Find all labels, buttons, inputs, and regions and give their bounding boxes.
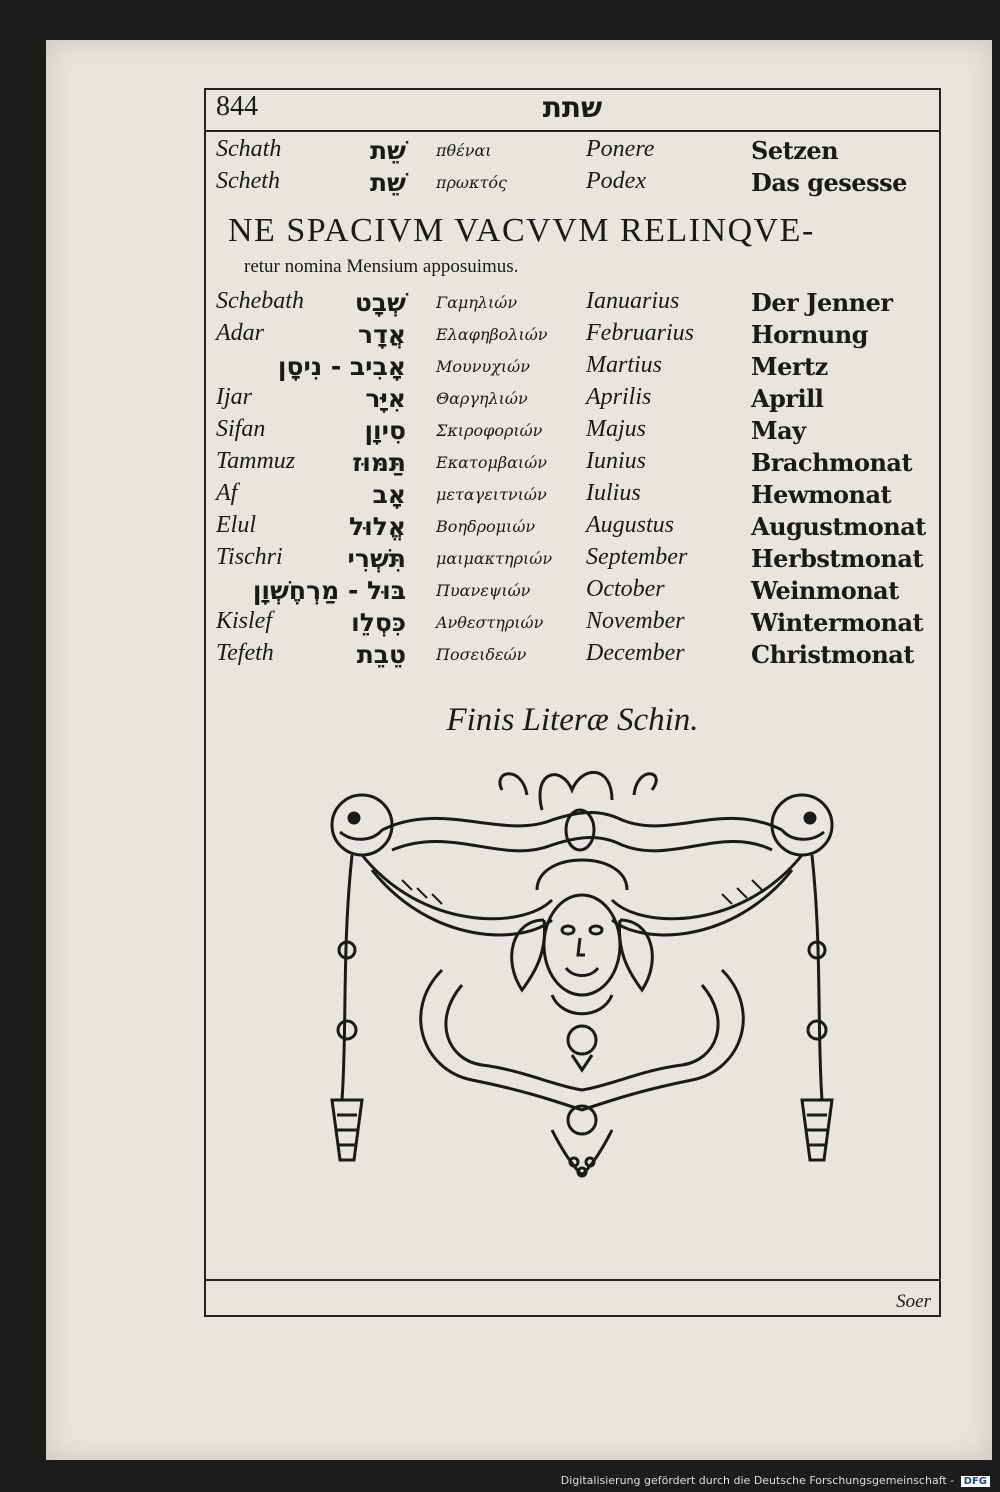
text-frame bbox=[204, 88, 941, 1317]
month-latin: Augustus bbox=[586, 512, 675, 538]
month-greek: Ελαφηβολιών bbox=[436, 325, 548, 344]
month-hebrew: סִיוָן bbox=[364, 416, 406, 445]
month-transliteration: Af bbox=[216, 480, 238, 506]
month-german: Der Jenner bbox=[751, 288, 893, 317]
month-latin: Februarius bbox=[586, 320, 694, 346]
month-greek: Βοηδρομιών bbox=[436, 517, 536, 536]
running-head: שתת bbox=[542, 91, 603, 124]
month-hebrew: תִּשְׁרִי bbox=[347, 544, 406, 573]
month-german: Augustmonat bbox=[751, 512, 926, 541]
month-german: Christmonat bbox=[751, 640, 914, 669]
grotesque-mask-woodcut-ornament-icon bbox=[322, 770, 842, 1190]
month-greek: Ποσειδεών bbox=[436, 645, 527, 664]
month-greek: Θαργηλιών bbox=[436, 389, 528, 408]
month-hebrew: שְׁבָט bbox=[354, 288, 406, 317]
month-german: Brachmonat bbox=[751, 448, 913, 477]
month-hebrew: כִּסְלֵו bbox=[351, 608, 406, 637]
month-row bbox=[206, 640, 939, 672]
month-row bbox=[206, 512, 939, 544]
header-rule bbox=[206, 130, 939, 132]
catchword: Soer bbox=[896, 1291, 931, 1312]
month-row bbox=[206, 320, 939, 352]
month-german: Mertz bbox=[751, 352, 828, 381]
month-row bbox=[206, 608, 939, 640]
month-row bbox=[206, 288, 939, 320]
month-latin: Majus bbox=[586, 416, 646, 442]
month-latin: Martius bbox=[586, 352, 663, 378]
page-number: 844 bbox=[216, 91, 258, 122]
month-greek: Ανθεστηριών bbox=[436, 613, 544, 632]
month-row bbox=[206, 416, 939, 448]
entry-transliteration: Scheth bbox=[216, 168, 280, 194]
month-hebrew: בּוּל - מַרְחֶשְׁוָן bbox=[252, 576, 406, 605]
month-transliteration: Adar bbox=[216, 320, 264, 346]
month-latin: Aprilis bbox=[586, 384, 652, 410]
entry-greek: πρωκτός bbox=[436, 173, 507, 192]
month-german: Wintermonat bbox=[751, 608, 924, 637]
entry-latin: Podex bbox=[586, 168, 646, 194]
month-latin: Ianuarius bbox=[586, 288, 680, 314]
month-hebrew: טֵבֵת bbox=[356, 640, 406, 669]
credit-text: Digitalisierung gefördert durch die Deutsche Forschungsgemeinschaft - bbox=[560, 1474, 955, 1487]
month-hebrew: אִיָּר bbox=[365, 384, 406, 413]
entry-transliteration: Schath bbox=[216, 136, 282, 162]
month-hebrew: אָבִיב - נִיסָן bbox=[277, 352, 406, 381]
month-greek: Γαμηλιών bbox=[436, 293, 518, 312]
month-row bbox=[206, 352, 939, 384]
month-transliteration: Tammuz bbox=[216, 448, 296, 474]
month-greek: Σκιροφοριών bbox=[436, 421, 543, 440]
entry-row bbox=[206, 168, 939, 200]
month-hebrew: אֱלוּל bbox=[348, 512, 406, 541]
month-greek: Πυανεψιών bbox=[436, 581, 531, 600]
month-greek: Μουνυχιών bbox=[436, 357, 530, 376]
month-hebrew: תַּמּוּז bbox=[352, 448, 406, 477]
month-row bbox=[206, 480, 939, 512]
month-transliteration: Kislef bbox=[216, 608, 273, 634]
section-subheading: retur nomina Mensium apposuimus. bbox=[244, 256, 519, 277]
month-latin: October bbox=[586, 576, 665, 602]
month-latin: November bbox=[586, 608, 685, 634]
entry-row bbox=[206, 136, 939, 168]
month-latin: Iunius bbox=[586, 448, 646, 474]
month-german: Aprill bbox=[751, 384, 824, 413]
section-heading: NE SPACIVM VACVVM RELINQVE- bbox=[228, 212, 815, 249]
month-german: Weinmonat bbox=[751, 576, 899, 605]
month-hebrew: אָב bbox=[372, 480, 406, 509]
month-german: Hornung bbox=[751, 320, 868, 349]
month-german: Herbstmonat bbox=[751, 544, 923, 573]
month-greek: μαιμακτηριών bbox=[436, 549, 553, 568]
month-transliteration: Tischri bbox=[216, 544, 283, 570]
footer-rule bbox=[206, 1279, 939, 1281]
month-row bbox=[206, 576, 939, 608]
month-row bbox=[206, 448, 939, 480]
entry-german: Setzen bbox=[751, 136, 839, 165]
entry-latin: Ponere bbox=[586, 136, 655, 162]
month-greek: Εκατομβαιών bbox=[436, 453, 547, 472]
month-row bbox=[206, 384, 939, 416]
month-latin: September bbox=[586, 544, 688, 570]
month-german: Hewmonat bbox=[751, 480, 892, 509]
month-transliteration: Ijar bbox=[216, 384, 252, 410]
entry-hebrew: שֵׁת bbox=[369, 136, 406, 165]
entry-german: Das gesesse bbox=[751, 168, 907, 197]
digitization-credit bbox=[0, 1474, 1000, 1487]
month-latin: Iulius bbox=[586, 480, 641, 506]
entry-greek: πθέναι bbox=[436, 141, 492, 160]
month-german: May bbox=[751, 416, 806, 445]
colophon: Finis Literæ Schin. bbox=[446, 702, 699, 738]
month-transliteration: Schebath bbox=[216, 288, 304, 314]
entry-hebrew: שֵׁת bbox=[369, 168, 406, 197]
month-greek: μεταγειτνιών bbox=[436, 485, 547, 504]
month-row bbox=[206, 544, 939, 576]
dfg-logo: DFG bbox=[961, 1476, 990, 1487]
month-latin: December bbox=[586, 640, 685, 666]
month-hebrew: אֲדָר bbox=[358, 320, 406, 349]
month-transliteration: Tefeth bbox=[216, 640, 274, 666]
month-transliteration: Elul bbox=[216, 512, 256, 538]
month-transliteration: Sifan bbox=[216, 416, 266, 442]
